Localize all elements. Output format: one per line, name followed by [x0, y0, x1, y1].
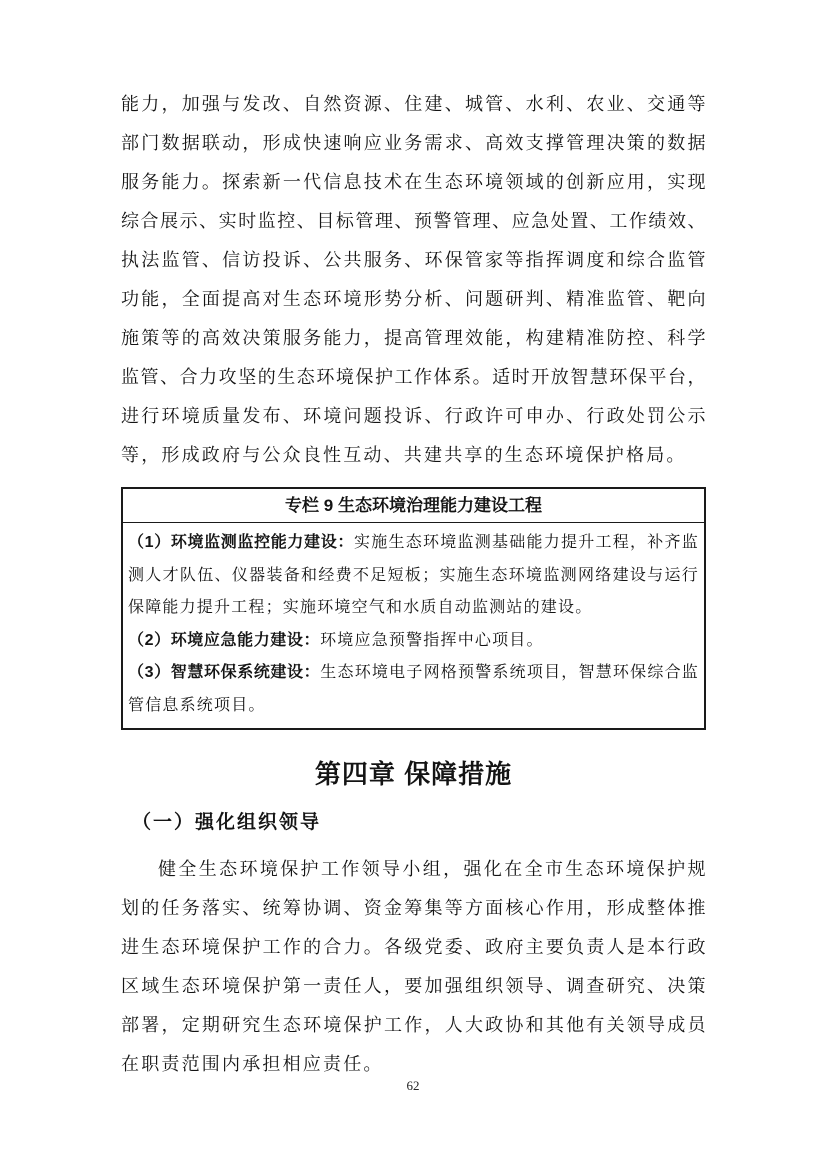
callout-item-label: （3）智慧环保系统建设：: [128, 664, 321, 681]
paragraph-line: 执法监管、信访投诉、公共服务、环保管家等指挥调度和综合监管: [121, 250, 706, 270]
callout-item-label: （2）环境应急能力建设：: [128, 631, 321, 649]
body-paragraph-1: [121, 85, 706, 475]
callout-item-text: 实施生态环境监测基础能力提升工程，补齐监测人才队伍、仪器装备和经费不足短板；实施生态环境监测网络建设与运行保障能力提升工程；实施环境空气和水质自动监测站的建设。: [128, 534, 699, 616]
paragraph-line: 施策等的高效决策服务能力，提高管理效能，构建精准防控、科学: [121, 328, 706, 348]
paragraph-line: 进生态环境保护工作的合力。各级党委、政府主要负责人是本行政: [121, 937, 706, 957]
paragraph-line: 在职责范围内承担相应责任。: [121, 1054, 384, 1074]
paragraph-line: 划的任务落实、统筹协调、资金筹集等方面核心作用，形成整体推: [121, 898, 706, 918]
callout-box-body: [123, 523, 704, 728]
callout-item-2: [128, 625, 699, 658]
callout-box-project-column: [121, 487, 706, 730]
paragraph-line: 等，形成政府与公众良性互动、共建共享的生态环境保护格局。: [121, 445, 687, 465]
section-heading: （一）强化组织领导: [132, 812, 322, 833]
paragraph-line: 综合展示、实时监控、目标管理、预警管理、应急处置、工作绩效、: [121, 211, 706, 231]
paragraph-line: 功能，全面提高对生态环境形势分析、问题研判、精准监管、靶向: [121, 289, 706, 309]
paragraph-line: 监管、合力攻坚的生态环境保护工作体系。适时开放智慧环保平台，: [121, 367, 706, 387]
paragraph-line: 服务能力。探索新一代信息技术在生态环境领域的创新应用，实现: [121, 172, 706, 192]
body-paragraph-2: [121, 850, 706, 1084]
paragraph-line: 区域生态环境保护第一责任人，要加强组织领导、调查研究、决策: [121, 976, 706, 996]
callout-item-text: 环境应急预警指挥中心项目。: [320, 631, 544, 649]
paragraph-line: 部门数据联动，形成快速响应业务需求、高效支撑管理决策的数据: [121, 133, 706, 153]
callout-item-label: （1）环境监测监控能力建设：: [128, 534, 355, 551]
paragraph-line: 健全生态环境保护工作领导小组，强化在全市生态环境保护规: [158, 859, 706, 879]
callout-item-text: 生态环境电子网格预警系统项目，智慧环保综合监管信息系统项目。: [128, 664, 699, 714]
paragraph-line: 进行环境质量发布、环境问题投诉、行政许可申办、行政处罚公示: [121, 406, 706, 426]
callout-item-3: [128, 657, 699, 722]
callout-box-title: 专栏 9 生态环境治理能力建设工程: [123, 489, 704, 523]
paragraph-line: 部署，定期研究生态环境保护工作，人大政协和其他有关领导成员: [121, 1015, 706, 1035]
callout-item-1: [128, 527, 699, 625]
page-content: [121, 85, 706, 1084]
chapter-heading: 第四章 保障措施: [314, 759, 513, 789]
page-number: 62: [406, 1078, 420, 1093]
paragraph-line: 能力，加强与发改、自然资源、住建、城管、水利、农业、交通等: [121, 94, 706, 114]
